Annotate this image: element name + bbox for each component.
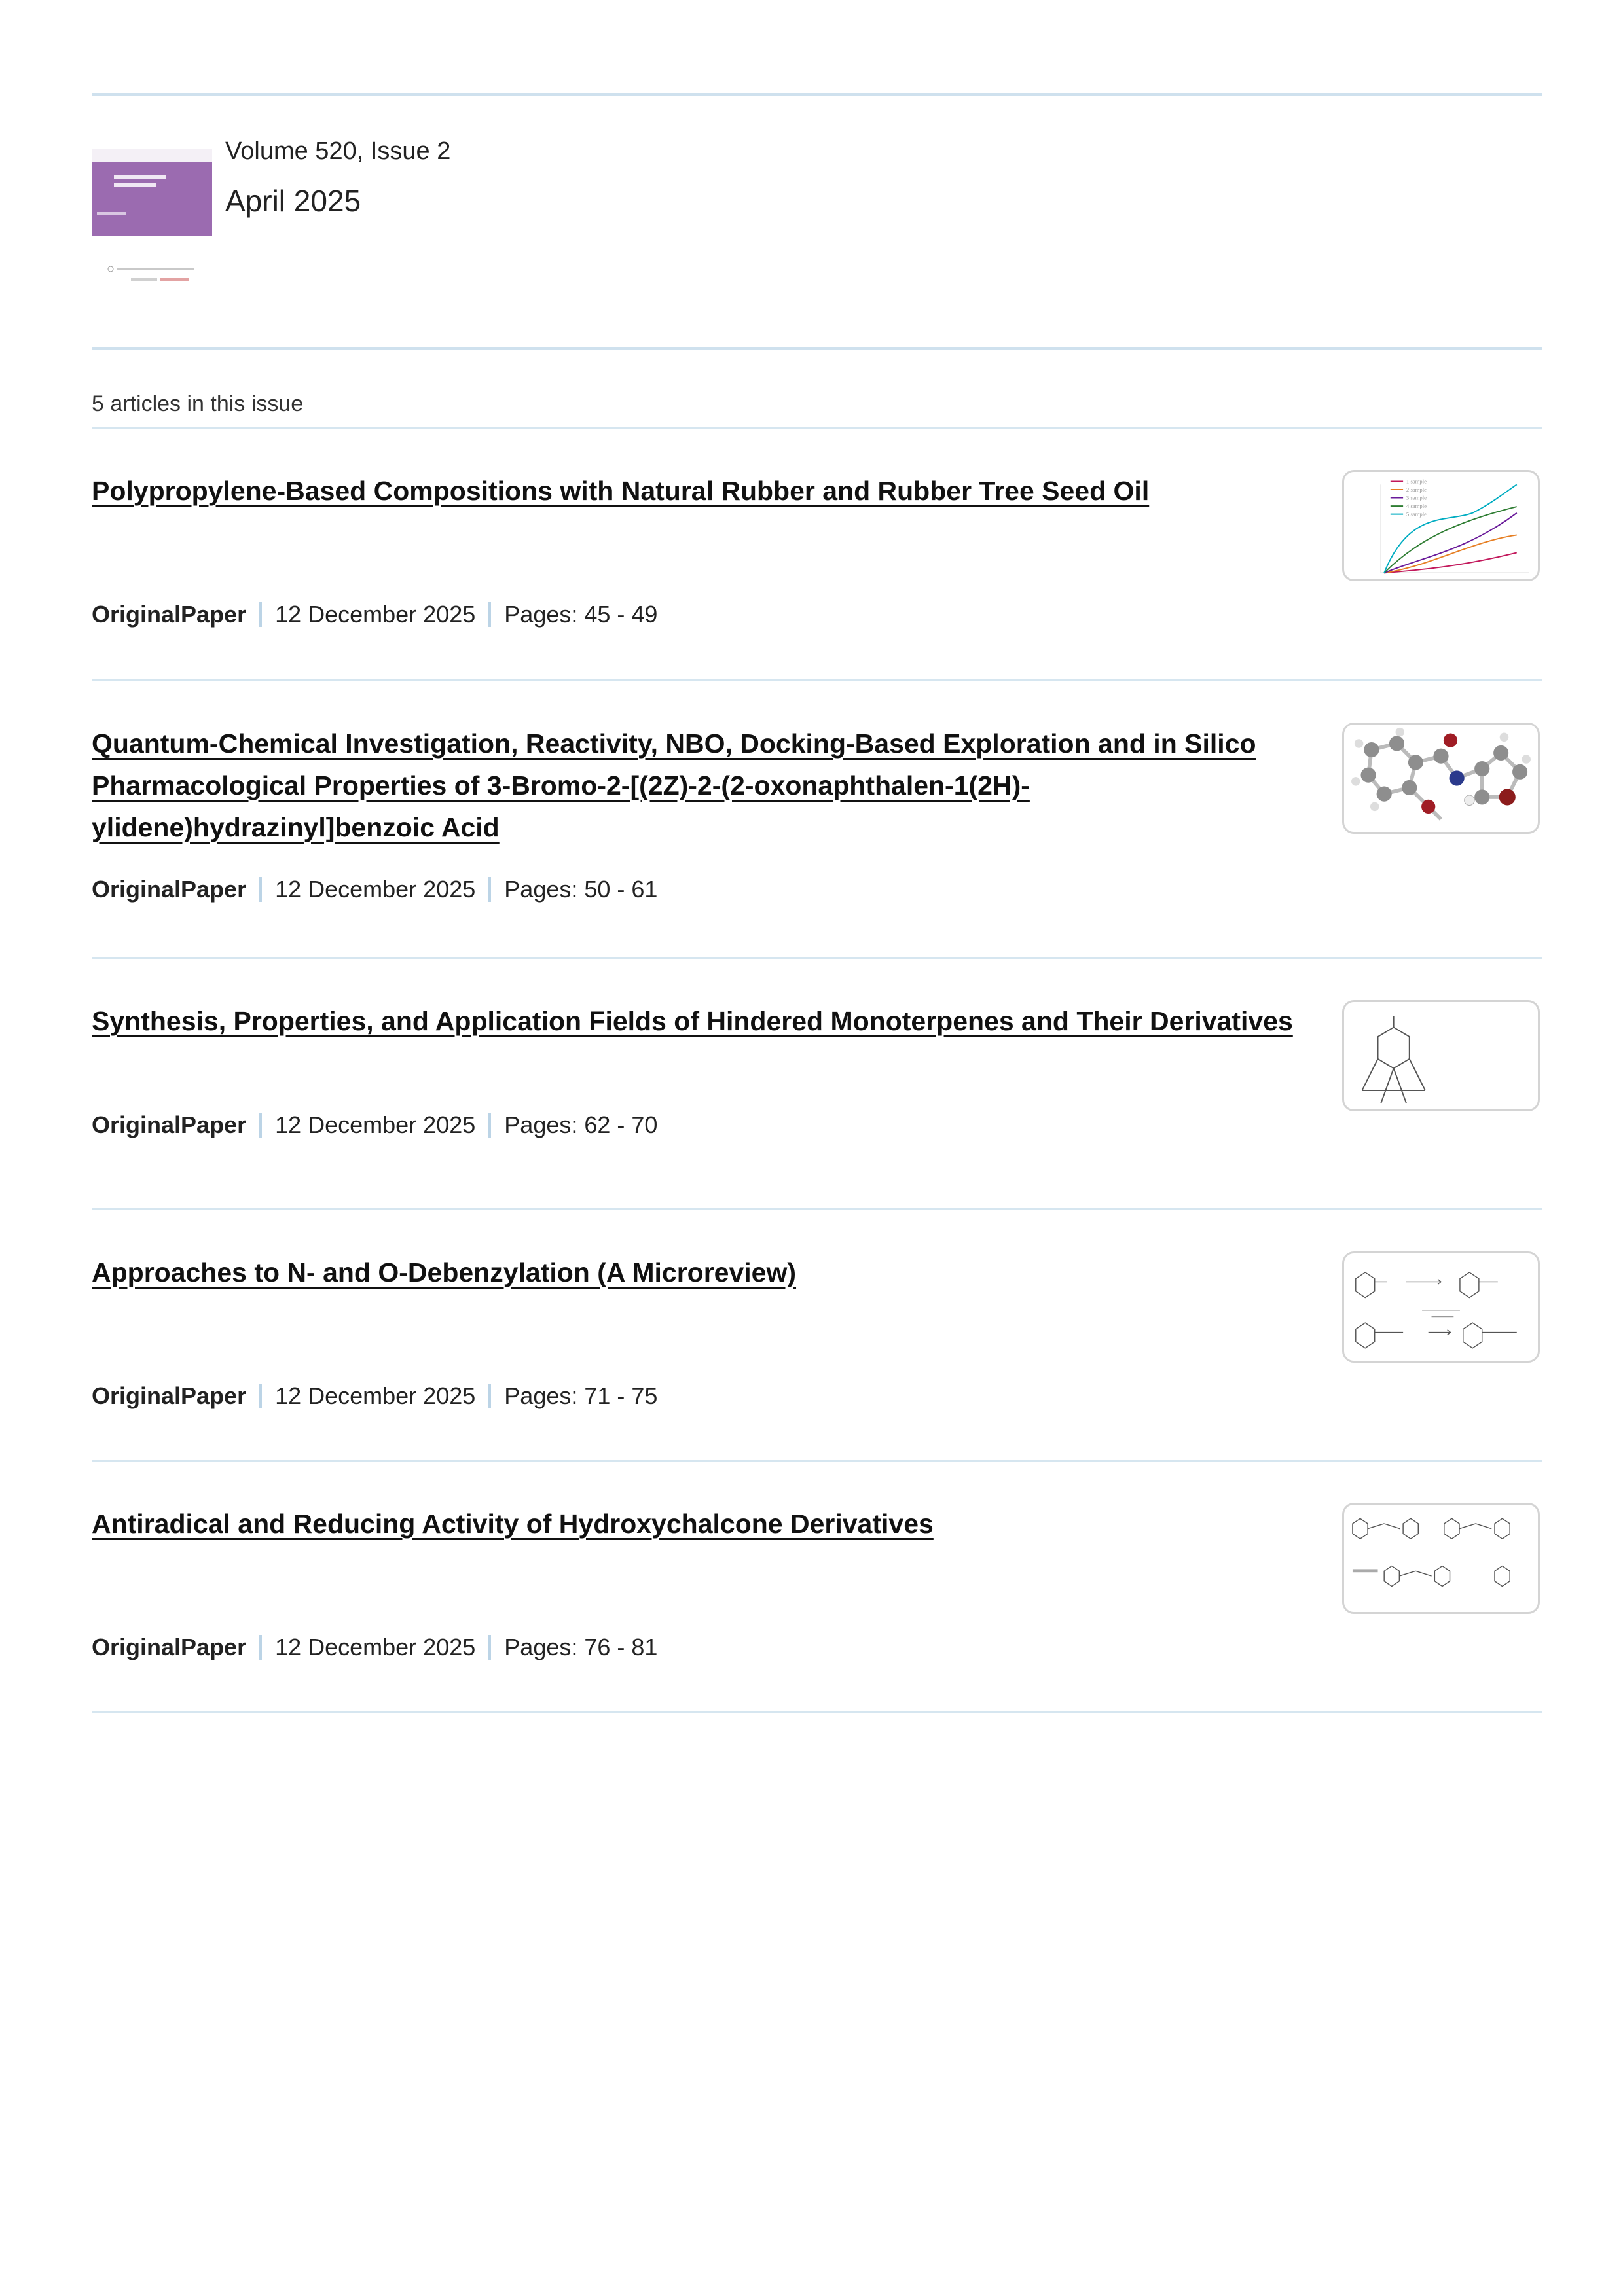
bicyclic-structure-thumbnail-icon[interactable] [1342,1000,1540,1111]
article-date: 12 December 2025 [275,1111,476,1138]
article-meta [92,1111,657,1139]
article-date: 12 December 2025 [275,601,476,628]
line-chart-thumbnail-icon[interactable] [1342,470,1540,581]
meta-separator [259,1635,262,1660]
top-divider [92,93,1542,96]
svg-text:1 sample: 1 sample [1406,478,1427,485]
svg-text:3 sample: 3 sample [1406,494,1427,501]
article-title [92,1000,1303,1042]
issue-volume: Volume 520, Issue 2 [225,137,451,165]
article-type: OriginalPaper [92,1382,247,1409]
article-title [92,1503,1303,1545]
article-pages: Pages: 62 - 70 [504,1111,658,1138]
article-divider [92,679,1542,681]
article-meta [92,876,657,903]
article-type: OriginalPaper [92,601,247,628]
meta-separator [259,1384,262,1408]
molecule-model-thumbnail-icon[interactable] [1342,723,1540,834]
meta-separator [259,877,262,902]
article-count: 5 articles in this issue [92,391,304,416]
meta-separator [488,1113,491,1138]
article-title-link[interactable]: Approaches to N- and O-Debenzylation (A Microreview) [92,1257,797,1287]
article-divider [92,1711,1542,1713]
header-divider [92,347,1542,350]
chalcone-structures-thumbnail-icon[interactable] [1342,1503,1540,1614]
meta-separator [488,1384,491,1408]
article-pages: Pages: 76 - 81 [504,1634,658,1660]
journal-cover-image[interactable] [92,149,212,295]
article-meta [92,601,657,628]
article-pages: Pages: 71 - 75 [504,1382,658,1409]
article-type: OriginalPaper [92,1634,247,1660]
article-date: 12 December 2025 [275,1634,476,1660]
article-divider [92,957,1542,959]
article-title [92,723,1303,848]
article-title-link[interactable]: Quantum-Chemical Investigation, Reactivity, NBO, Docking-Based Exploration and in Silico Pharmacological Properties of 3-Bromo-2-[(2Z)-2-(2-oxonaphthalen-1(2H)-ylidene)hydrazinyl]benzoic Acid [92,728,1256,842]
meta-separator [488,602,491,627]
issue-date: April 2025 [225,184,361,218]
svg-text:4 sample: 4 sample [1406,502,1427,509]
list-divider [92,427,1542,429]
meta-separator [488,877,491,902]
article-title [92,470,1303,512]
article-date: 12 December 2025 [275,1382,476,1409]
article-title-link[interactable]: Synthesis, Properties, and Application Fields of Hindered Monoterpenes and Their Derivatives [92,1006,1293,1036]
meta-separator [259,602,262,627]
meta-separator [259,1113,262,1138]
reaction-scheme-thumbnail-icon[interactable] [1342,1251,1540,1363]
article-type: OriginalPaper [92,876,247,903]
article-pages: Pages: 50 - 61 [504,876,658,903]
svg-text:2 sample: 2 sample [1406,486,1427,493]
article-date: 12 December 2025 [275,876,476,903]
publisher-logo-icon [107,266,196,272]
article-meta [92,1382,657,1410]
article-title [92,1251,1303,1293]
article-pages: Pages: 45 - 49 [504,601,658,628]
article-divider [92,1460,1542,1462]
article-type: OriginalPaper [92,1111,247,1138]
meta-separator [488,1635,491,1660]
article-title-link[interactable]: Antiradical and Reducing Activity of Hydroxychalcone Derivatives [92,1509,934,1539]
svg-text:5 sample: 5 sample [1406,511,1427,518]
article-meta [92,1634,657,1661]
article-title-link[interactable]: Polypropylene-Based Compositions with Natural Rubber and Rubber Tree Seed Oil [92,476,1150,506]
article-divider [92,1208,1542,1210]
